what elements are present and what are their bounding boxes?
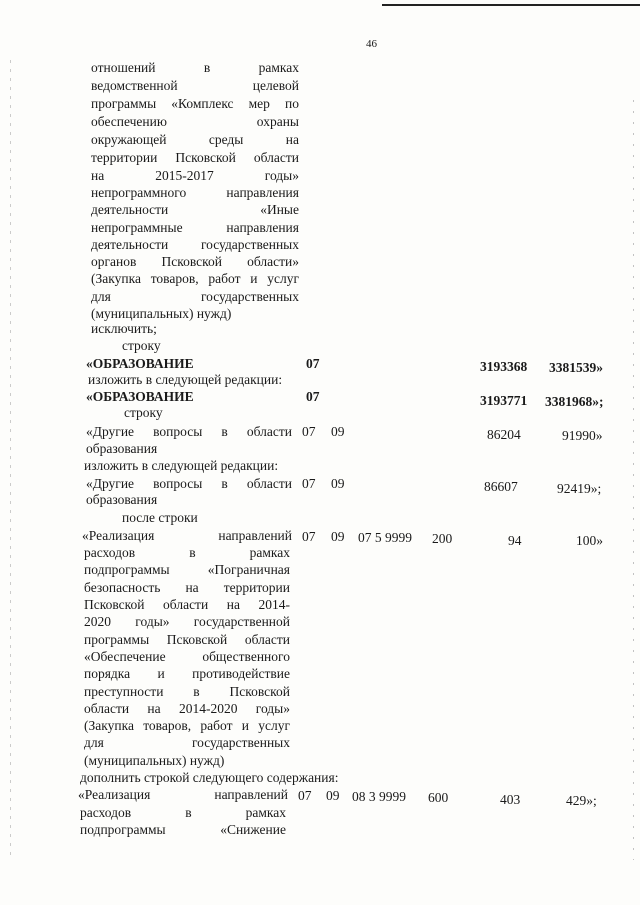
document-line: деятельности государственных (91, 237, 299, 252)
document-line: 200 (432, 531, 453, 546)
document-line: 08 3 9999 (352, 789, 406, 804)
document-line: деятельности «Иные (91, 202, 299, 217)
document-line: подпрограммы «Пограничная (84, 562, 290, 577)
document-line: 07 5 9999 (358, 530, 412, 545)
document-line: области на 2014-2020 годы» (84, 701, 290, 716)
document-line: 09 (331, 476, 345, 491)
document-line: 07 (298, 788, 312, 803)
document-line: расходов в рамках (84, 545, 290, 560)
document-line: 3193368 (480, 359, 528, 374)
document-line: 86204 (487, 427, 521, 442)
document-line: 2020 годы» государственной (84, 614, 290, 629)
document-line: 07 (302, 529, 316, 544)
document-line: дополнить строкой следующего содержания: (80, 770, 339, 785)
document-line: 3381968»; (545, 394, 604, 409)
document-line: 91990» (562, 428, 603, 443)
document-line: окружающей среды на (91, 132, 299, 147)
document-line: территории Псковской области (91, 150, 299, 165)
document-line: 3193771 (480, 393, 528, 408)
document-line: «Реализация направлений (82, 528, 292, 543)
document-line: 94 (508, 533, 522, 548)
document-line: ведомственной целевой (91, 78, 299, 93)
scan-artifact-left (10, 60, 11, 860)
scan-edge-line (382, 4, 640, 6)
document-line: на 2015-2017 годы» (91, 168, 299, 183)
document-line: преступности в Псковской (84, 684, 290, 699)
document-line: подпрограммы «Снижение (80, 822, 286, 837)
page-number: 46 (366, 38, 377, 50)
document-line: 09 (331, 529, 345, 544)
document-line: образования (86, 441, 158, 456)
document-line: 600 (428, 790, 449, 805)
document-line: (муниципальных) нужд) (84, 753, 225, 768)
document-line: «Обеспечение общественного (84, 649, 290, 664)
document-line: 100» (576, 533, 603, 548)
document-line: 86607 (484, 479, 518, 494)
document-line: образования (86, 492, 158, 507)
document-line: 07 (306, 356, 320, 371)
document-line: порядка и противодействие (84, 666, 290, 681)
document-line: для государственных (91, 289, 299, 304)
document-line: (Закупка товаров, работ и услуг (91, 271, 299, 286)
document-line: органов Псковской области» (91, 254, 299, 269)
document-line: 07 (302, 476, 316, 491)
document-line: «ОБРАЗОВАНИЕ (86, 389, 194, 404)
document-line: 07 (306, 389, 320, 404)
document-line: строку (122, 338, 161, 353)
document-line: (муниципальных) нужд) (91, 306, 232, 321)
document-line: изложить в следующей редакции: (84, 458, 279, 473)
document-line: 09 (331, 424, 345, 439)
document-line: 07 (302, 424, 316, 439)
document-line: для государственных (84, 735, 290, 750)
document-line: строку (124, 405, 163, 420)
document-line: 92419»; (557, 481, 602, 496)
document-line: программы «Комплекс мер по (91, 96, 299, 111)
document-line: (Закупка товаров, работ и услуг (84, 718, 290, 733)
document-line: 429»; (566, 793, 597, 808)
document-line: непрограммные направления (91, 220, 299, 235)
document-line: «ОБРАЗОВАНИЕ (86, 356, 194, 371)
document-line: расходов в рамках (80, 805, 286, 820)
scan-artifact-right (633, 100, 634, 860)
document-line: программы Псковской области (84, 632, 290, 647)
document-line: изложить в следующей редакции: (88, 372, 283, 387)
document-line: 3381539» (549, 360, 603, 375)
document-line: «Другие вопросы в области (86, 424, 292, 439)
document-line: после строки (122, 510, 198, 525)
document-line: 403 (500, 792, 521, 807)
document-line: Псковской области на 2014- (84, 597, 290, 612)
document-line: «Другие вопросы в области (86, 476, 292, 491)
document-line: «Реализация направлений (78, 787, 288, 802)
document-line: непрограммного направления (91, 185, 299, 200)
document-line: отношений в рамках (91, 60, 299, 75)
document-line: 09 (326, 788, 340, 803)
document-line: исключить; (91, 321, 157, 336)
document-line: безопасность на территории (84, 580, 290, 595)
document-line: обеспечению охраны (91, 114, 299, 129)
